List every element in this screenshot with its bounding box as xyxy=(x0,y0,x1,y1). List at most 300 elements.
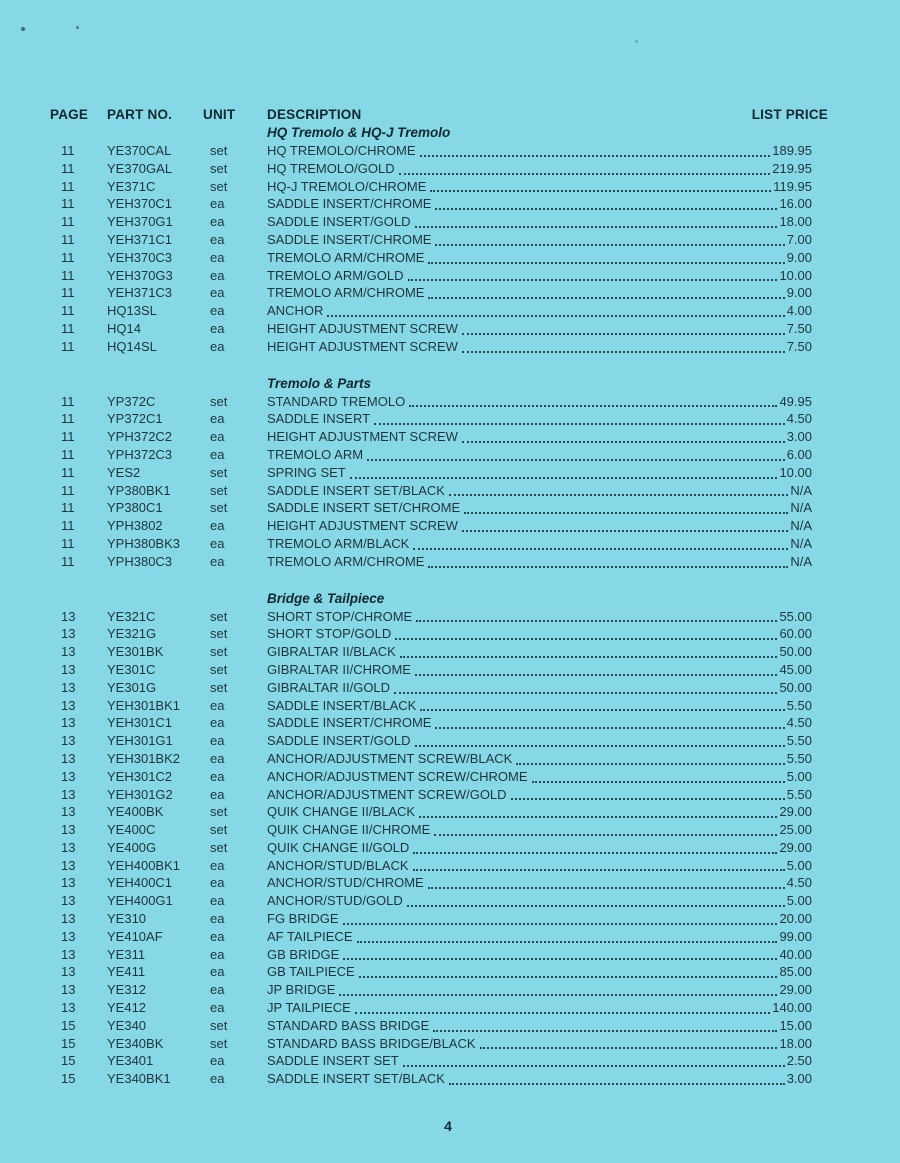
page-cell: 11 xyxy=(61,249,75,265)
unit-cell: ea xyxy=(210,768,225,784)
price-cell: 5.50 xyxy=(786,697,812,713)
unit-cell: ea xyxy=(210,946,225,962)
page-cell: 11 xyxy=(61,320,75,336)
table-row xyxy=(48,732,828,750)
section-title: Tremolo & Parts xyxy=(267,375,372,391)
description-cell: ANCHOR/STUD/BLACK xyxy=(267,857,409,873)
section-rows xyxy=(48,608,828,1089)
price-cell: 3.00 xyxy=(786,1071,812,1087)
part-no-cell: YE340BK1 xyxy=(107,1071,171,1087)
description-cell: ANCHOR/ADJUSTMENT SCREW/BLACK xyxy=(267,750,513,766)
description-cell: GIBRALTAR II/CHROME xyxy=(267,661,411,677)
table-row xyxy=(48,839,828,857)
table-row xyxy=(48,999,828,1017)
part-no-cell: YE312 xyxy=(107,982,147,998)
table-row xyxy=(48,231,828,249)
page-cell: 13 xyxy=(61,786,76,802)
table-body xyxy=(48,124,828,1088)
price-cell: 4.50 xyxy=(786,411,812,427)
description-cell: SADDLE INSERT/BLACK xyxy=(267,697,417,713)
section-rows xyxy=(48,142,828,356)
unit-cell: ea xyxy=(210,1071,225,1087)
description-cell: SADDLE INSERT/CHROME xyxy=(267,715,432,731)
part-no-cell: YE310 xyxy=(107,911,147,927)
table-row xyxy=(48,946,828,964)
table-row xyxy=(48,142,828,160)
table-row xyxy=(48,302,828,320)
unit-cell: set xyxy=(210,160,228,176)
dot-leader xyxy=(462,351,785,353)
page-cell: 11 xyxy=(61,303,75,319)
page-cell: 11 xyxy=(61,429,75,445)
catalog-section xyxy=(48,590,828,1089)
part-no-cell: YEH400C1 xyxy=(107,875,173,891)
price-cell: 9.00 xyxy=(786,249,812,265)
part-no-cell: YEH370C3 xyxy=(107,249,173,265)
dot-leader xyxy=(400,656,778,658)
unit-cell: ea xyxy=(210,786,225,802)
part-no-cell: YEH301C2 xyxy=(107,768,173,784)
price-cell: 29.00 xyxy=(779,982,812,998)
dot-leader xyxy=(413,869,785,871)
price-cell: 10.00 xyxy=(779,267,812,283)
part-no-cell: YPH380C3 xyxy=(107,553,173,569)
description-cell: ANCHOR/STUD/CHROME xyxy=(267,875,424,891)
dot-leader xyxy=(403,1065,785,1067)
header-page: PAGE xyxy=(50,107,89,122)
table-row xyxy=(48,249,828,267)
header-list-price: LIST PRICE xyxy=(751,107,828,122)
description-cell: SHORT STOP/CHROME xyxy=(267,608,413,624)
unit-cell: ea xyxy=(210,715,225,731)
page-cell: 13 xyxy=(61,911,76,927)
dot-leader xyxy=(409,405,777,407)
part-no-cell: YE410AF xyxy=(107,928,163,944)
part-no-cell: YEH301BK1 xyxy=(107,697,180,713)
price-cell: 219.95 xyxy=(772,160,812,176)
unit-cell: ea xyxy=(210,535,225,551)
table-row xyxy=(48,874,828,892)
page-cell: 13 xyxy=(61,839,76,855)
table-row xyxy=(48,213,828,231)
price-cell: 7.50 xyxy=(786,320,812,336)
description-cell: JP BRIDGE xyxy=(267,982,336,998)
part-no-cell: YE400G xyxy=(107,839,157,855)
unit-cell: ea xyxy=(210,1000,225,1016)
price-cell: 40.00 xyxy=(779,946,812,962)
description-cell: ANCHOR/ADJUSTMENT SCREW/GOLD xyxy=(267,786,507,802)
part-no-cell: YES2 xyxy=(107,464,141,480)
dot-leader xyxy=(462,441,785,443)
part-no-cell: YPH3802 xyxy=(107,518,163,534)
unit-cell: set xyxy=(210,839,228,855)
description-cell: QUIK CHANGE II/GOLD xyxy=(267,839,410,855)
part-no-cell: YPH372C3 xyxy=(107,446,173,462)
price-cell: 60.00 xyxy=(779,626,812,642)
part-no-cell: YEH301C1 xyxy=(107,715,173,731)
unit-cell: ea xyxy=(210,553,225,569)
unit-cell: ea xyxy=(210,249,225,265)
table-row xyxy=(48,178,828,196)
table-row xyxy=(48,1070,828,1088)
table-row xyxy=(48,1052,828,1070)
price-cell: 49.95 xyxy=(779,393,812,409)
catalog-section xyxy=(48,124,828,356)
price-cell: N/A xyxy=(790,482,812,498)
dot-leader xyxy=(343,923,778,925)
dot-leader xyxy=(355,1012,770,1014)
part-no-cell: YE340BK xyxy=(107,1035,164,1051)
unit-cell: ea xyxy=(210,697,225,713)
dot-leader xyxy=(413,548,788,550)
unit-cell: ea xyxy=(210,338,225,354)
description-cell: TREMOLO ARM/GOLD xyxy=(267,267,404,283)
unit-cell: set xyxy=(210,143,228,158)
dot-leader xyxy=(394,692,777,694)
description-cell: SADDLE INSERT SET/BLACK xyxy=(267,1071,445,1087)
table-row xyxy=(48,499,828,517)
table-row xyxy=(48,643,828,661)
unit-cell: set xyxy=(210,626,228,642)
price-cell: 5.00 xyxy=(786,893,812,909)
dot-leader xyxy=(516,763,784,765)
unit-cell: ea xyxy=(210,911,225,927)
page-cell: 13 xyxy=(61,733,76,749)
part-no-cell: YEH371C1 xyxy=(107,231,173,247)
dot-leader xyxy=(428,297,784,299)
table-row xyxy=(48,661,828,679)
page-cell: 11 xyxy=(61,160,75,176)
page-cell: 13 xyxy=(61,661,76,677)
page-cell: 11 xyxy=(61,214,75,230)
description-cell: TREMOLO ARM/CHROME xyxy=(267,285,425,301)
price-cell: 18.00 xyxy=(779,1035,812,1051)
description-cell: JP TAILPIECE xyxy=(267,1000,351,1016)
description-cell: TREMOLO ARM/CHROME xyxy=(267,553,425,569)
unit-cell: ea xyxy=(210,1053,225,1069)
page-cell: 13 xyxy=(61,679,76,695)
unit-cell: ea xyxy=(210,214,225,230)
part-no-cell: YP380BK1 xyxy=(107,482,171,498)
table-row xyxy=(48,750,828,768)
table-row xyxy=(48,517,828,535)
part-no-cell: HQ14SL xyxy=(107,338,157,354)
page-number: 4 xyxy=(444,1118,452,1134)
price-cell: 10.00 xyxy=(779,464,812,480)
description-cell: STANDARD TREMOLO xyxy=(267,393,406,409)
dot-leader xyxy=(462,530,788,532)
page-cell: 13 xyxy=(61,857,76,873)
part-no-cell: YE3401 xyxy=(107,1053,154,1069)
part-no-cell: YEH370G1 xyxy=(107,214,173,230)
page-cell: 13 xyxy=(61,982,76,998)
description-cell: SPRING SET xyxy=(267,464,346,480)
unit-cell: ea xyxy=(210,267,225,283)
price-cell: N/A xyxy=(790,553,812,569)
price-cell: 5.00 xyxy=(786,768,812,784)
page-cell: 13 xyxy=(61,768,76,784)
table-row xyxy=(48,267,828,285)
description-cell: GIBRALTAR II/BLACK xyxy=(267,644,396,660)
page-cell: 13 xyxy=(61,608,76,624)
unit-cell: set xyxy=(210,482,228,498)
description-cell: SADDLE INSERT xyxy=(267,411,371,427)
part-no-cell: YE340 xyxy=(107,1017,147,1033)
table-row xyxy=(48,320,828,338)
page-cell: 13 xyxy=(61,928,76,944)
part-no-cell: YE301C xyxy=(107,661,156,677)
table-row xyxy=(48,786,828,804)
table-row xyxy=(48,679,828,697)
page-cell: 11 xyxy=(61,482,75,498)
table-row xyxy=(48,803,828,821)
description-cell: GB TAILPIECE xyxy=(267,964,355,980)
unit-cell: ea xyxy=(210,303,225,319)
table-row xyxy=(48,697,828,715)
dot-leader xyxy=(435,727,784,729)
table-row xyxy=(48,393,828,411)
part-no-cell: YE412 xyxy=(107,1000,147,1016)
part-no-cell: YE311 xyxy=(107,946,146,962)
table-row xyxy=(48,410,828,428)
unit-cell: ea xyxy=(210,429,225,445)
page-cell: 11 xyxy=(61,535,75,551)
dot-leader xyxy=(420,155,771,157)
part-no-cell: YE370GAL xyxy=(107,160,173,176)
page-cell: 15 xyxy=(61,1017,76,1033)
dot-leader xyxy=(343,958,777,960)
table-row xyxy=(48,1035,828,1053)
price-cell: 25.00 xyxy=(779,822,812,838)
table-row xyxy=(48,428,828,446)
dot-leader xyxy=(449,494,788,496)
description-cell: FG BRIDGE xyxy=(267,911,339,927)
price-cell: 189.95 xyxy=(772,143,812,158)
price-cell: 16.00 xyxy=(779,196,812,212)
price-cell: 3.00 xyxy=(786,429,812,445)
dot-leader xyxy=(374,423,785,425)
section-title-row xyxy=(48,590,828,608)
page-cell: 13 xyxy=(61,946,76,962)
page-cell: 11 xyxy=(61,411,75,427)
price-cell: 4.50 xyxy=(786,875,812,891)
part-no-cell: YP372C1 xyxy=(107,411,163,427)
part-no-cell: YP380C1 xyxy=(107,500,163,516)
page-cell: 13 xyxy=(61,804,76,820)
part-no-cell: YE411 xyxy=(107,964,146,980)
table-row xyxy=(48,464,828,482)
page-cell: 11 xyxy=(61,500,75,516)
description-cell: SHORT STOP/GOLD xyxy=(267,626,392,642)
part-no-cell: YEH301G1 xyxy=(107,733,173,749)
unit-cell: set xyxy=(210,1035,228,1051)
page-cell: 15 xyxy=(61,1035,76,1051)
part-no-cell: YE370CAL xyxy=(107,143,172,158)
part-no-cell: HQ14 xyxy=(107,320,141,336)
unit-cell: ea xyxy=(210,231,225,247)
part-no-cell: YE321C xyxy=(107,608,156,624)
table-row xyxy=(48,625,828,643)
unit-cell: set xyxy=(210,1017,228,1033)
table-row xyxy=(48,608,828,626)
unit-cell: set xyxy=(210,464,228,480)
page-cell: 13 xyxy=(61,964,76,980)
part-no-cell: YE371C xyxy=(107,178,156,194)
part-no-cell: YP372C xyxy=(107,393,156,409)
unit-cell: set xyxy=(210,804,228,820)
dot-leader xyxy=(395,638,777,640)
page-cell: 11 xyxy=(61,338,75,354)
description-cell: SADDLE INSERT SET xyxy=(267,1053,399,1069)
description-cell: TREMOLO ARM xyxy=(267,446,364,462)
unit-cell: ea xyxy=(210,320,225,336)
part-no-cell: YE301G xyxy=(107,679,157,695)
section-rows xyxy=(48,393,828,571)
dot-leader xyxy=(464,512,788,514)
unit-cell: ea xyxy=(210,857,225,873)
unit-cell: ea xyxy=(210,928,225,944)
table-row xyxy=(48,714,828,732)
scan-speck xyxy=(21,27,25,31)
dot-leader xyxy=(357,941,778,943)
dot-leader xyxy=(359,976,778,978)
unit-cell: ea xyxy=(210,518,225,534)
price-cell: 15.00 xyxy=(779,1017,812,1033)
dot-leader xyxy=(449,1083,785,1085)
description-cell: GIBRALTAR II/GOLD xyxy=(267,679,391,695)
table-header xyxy=(48,106,828,124)
unit-cell: ea xyxy=(210,750,225,766)
unit-cell: set xyxy=(210,661,228,677)
unit-cell: set xyxy=(210,393,228,409)
page-cell: 15 xyxy=(61,1071,76,1087)
price-cell: 4.00 xyxy=(786,303,812,319)
page-cell: 11 xyxy=(61,518,75,534)
dot-leader xyxy=(532,781,785,783)
dot-leader xyxy=(415,674,777,676)
dot-leader xyxy=(480,1047,778,1049)
dot-leader xyxy=(407,905,785,907)
description-cell: SADDLE INSERT/GOLD xyxy=(267,733,411,749)
description-cell: HQ TREMOLO/GOLD xyxy=(267,160,395,176)
unit-cell: ea xyxy=(210,411,225,427)
page-cell: 11 xyxy=(61,446,75,462)
dot-leader xyxy=(399,173,771,175)
page-cell: 11 xyxy=(61,196,75,212)
scan-speck xyxy=(635,40,638,43)
table-row xyxy=(48,160,828,178)
price-cell: 29.00 xyxy=(779,839,812,855)
table-row xyxy=(48,1017,828,1035)
unit-cell: set xyxy=(210,608,228,624)
part-no-cell: YE321G xyxy=(107,626,157,642)
part-no-cell: YEH301BK2 xyxy=(107,750,180,766)
description-cell: SADDLE INSERT/CHROME xyxy=(267,231,432,247)
page-cell: 11 xyxy=(61,231,75,247)
table-row xyxy=(48,892,828,910)
dot-leader xyxy=(415,745,785,747)
price-cell: 20.00 xyxy=(779,911,812,927)
page-cell: 11 xyxy=(61,143,75,158)
description-cell: GB BRIDGE xyxy=(267,946,340,962)
dot-leader xyxy=(428,566,788,568)
price-cell: N/A xyxy=(790,500,812,516)
part-no-cell: YEH370G3 xyxy=(107,267,173,283)
part-no-cell: YEH400BK1 xyxy=(107,857,180,873)
header-description: DESCRIPTION xyxy=(267,107,362,122)
unit-cell: ea xyxy=(210,733,225,749)
section-title: Bridge & Tailpiece xyxy=(267,590,385,606)
part-no-cell: YEH301G2 xyxy=(107,786,173,802)
price-cell: 4.50 xyxy=(786,715,812,731)
page-cell: 13 xyxy=(61,750,76,766)
part-no-cell: YEH400G1 xyxy=(107,893,173,909)
catalog-section xyxy=(48,375,828,571)
dot-leader xyxy=(434,834,777,836)
description-cell: ANCHOR/STUD/GOLD xyxy=(267,893,403,909)
part-no-cell: YPH372C2 xyxy=(107,429,173,445)
scan-speck xyxy=(76,26,79,29)
table-row xyxy=(48,910,828,928)
section-title-row xyxy=(48,124,828,142)
description-cell: QUIK CHANGE II/CHROME xyxy=(267,822,431,838)
unit-cell: ea xyxy=(210,893,225,909)
description-cell: HEIGHT ADJUSTMENT SCREW xyxy=(267,429,458,445)
description-cell: TREMOLO ARM/CHROME xyxy=(267,249,425,265)
part-no-cell: YE400C xyxy=(107,822,156,838)
description-cell: QUIK CHANGE II/BLACK xyxy=(267,804,416,820)
page-cell: 11 xyxy=(61,553,75,569)
price-cell: 5.50 xyxy=(786,750,812,766)
description-cell: STANDARD BASS BRIDGE xyxy=(267,1017,430,1033)
table-row xyxy=(48,338,828,356)
unit-cell: set xyxy=(210,679,228,695)
header-unit: UNIT xyxy=(203,107,236,122)
description-cell: SADDLE INSERT SET/BLACK xyxy=(267,482,445,498)
dot-leader xyxy=(511,798,785,800)
unit-cell: ea xyxy=(210,196,225,212)
unit-cell: set xyxy=(210,644,228,660)
dot-leader xyxy=(350,477,778,479)
table-row xyxy=(48,981,828,999)
price-cell: 140.00 xyxy=(772,1000,812,1016)
page-cell: 13 xyxy=(61,893,76,909)
unit-cell: ea xyxy=(210,285,225,301)
price-cell: 119.95 xyxy=(773,178,812,194)
unit-cell: set xyxy=(210,822,228,838)
unit-cell: set xyxy=(210,178,228,194)
price-cell: 50.00 xyxy=(779,679,812,695)
section-title-row xyxy=(48,375,828,393)
part-no-cell: YEH370C1 xyxy=(107,196,173,212)
description-cell: HEIGHT ADJUSTMENT SCREW xyxy=(267,518,458,534)
unit-cell: ea xyxy=(210,964,225,980)
dot-leader xyxy=(415,226,778,228)
description-cell: STANDARD BASS BRIDGE/BLACK xyxy=(267,1035,476,1051)
price-cell: 7.50 xyxy=(786,338,812,354)
price-cell: 18.00 xyxy=(779,214,812,230)
dot-leader xyxy=(408,279,778,281)
unit-cell: set xyxy=(210,500,228,516)
page-cell: 11 xyxy=(61,267,75,283)
description-cell: ANCHOR xyxy=(267,303,324,319)
description-cell: SADDLE INSERT SET/CHROME xyxy=(267,500,461,516)
page-cell: 15 xyxy=(61,1053,76,1069)
unit-cell: ea xyxy=(210,982,225,998)
table-row xyxy=(48,857,828,875)
table-row xyxy=(48,768,828,786)
price-cell: 85.00 xyxy=(779,964,812,980)
